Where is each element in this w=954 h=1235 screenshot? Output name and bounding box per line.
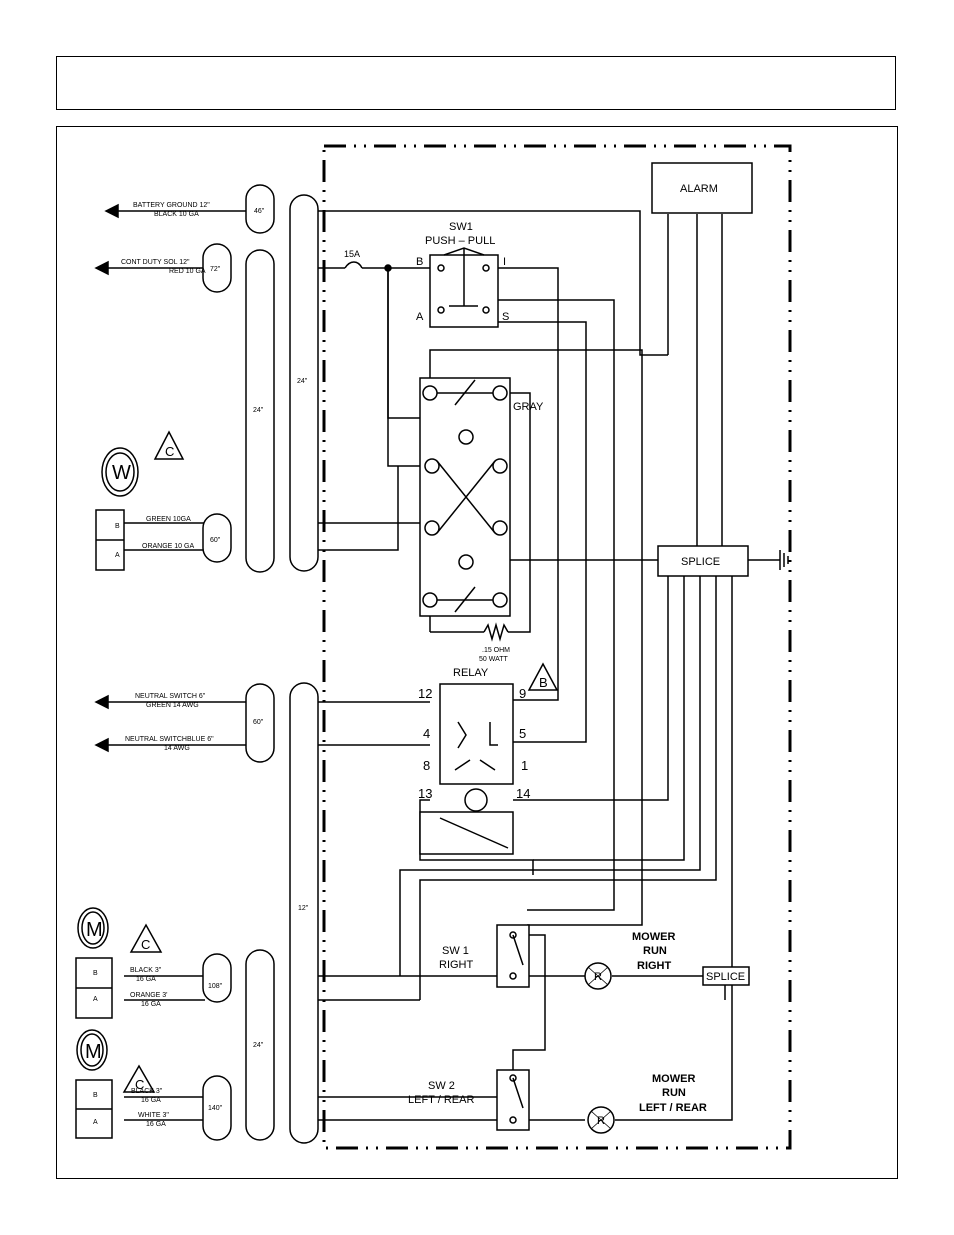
mower1-black-label: BLACK 3" (130, 967, 162, 974)
mower-right-line-3: RIGHT (637, 960, 672, 972)
alarm-label: ALARM (680, 183, 718, 195)
mower2-black-ga: 16 GA (141, 1097, 161, 1104)
resistor-watt: 50 WATT (479, 656, 508, 663)
cont-duty-conn: 72" (210, 266, 221, 273)
relay-label: RELAY (453, 667, 489, 679)
resistor-ohm: .15 OHM (482, 647, 511, 654)
relay-pin-4: 4 (423, 726, 431, 741)
relay-pin-5: 5 (519, 726, 527, 741)
fuse-symbol (345, 262, 362, 268)
mower1-pin-a: A (93, 996, 98, 1003)
note-c-3: C (135, 1077, 145, 1092)
loom-tubes (203, 185, 318, 1143)
sw1-pin-a: A (416, 311, 424, 323)
relay-pin-13: 13 (418, 786, 433, 801)
splice-mower-label: SPLICE (706, 971, 746, 983)
battery-ground-ga: BLACK 10 GA (154, 211, 199, 218)
sw1-pin-i: I (503, 256, 507, 268)
reversing-contactor (420, 378, 510, 616)
sw1-pin-b: B (416, 256, 424, 268)
fuse-label: 15A (344, 249, 361, 259)
mower-right-line-1: MOWER (632, 931, 676, 943)
mower1-m-letter: M (86, 919, 103, 941)
battery-ground-label: BATTERY GROUND 12" (133, 202, 210, 209)
neutral1-label: NEUTRAL SWITCH 6" (135, 693, 206, 700)
sw1-pin-s: S (502, 311, 510, 323)
mower2-white-ga: 16 GA (146, 1121, 166, 1128)
neutral1-ga: GREEN 14 AWG (146, 702, 199, 709)
resistor-symbol (484, 625, 508, 639)
cont-duty-label: CONT DUTY SOL 12" (121, 259, 190, 266)
winch-green-label: GREEN 10GA (146, 516, 191, 523)
relay-pin-12: 12 (418, 686, 433, 701)
sw-right-label-2: RIGHT (439, 959, 474, 971)
mower2-black-label: BLACK 3" (131, 1088, 163, 1095)
gray-label: GRAY (513, 401, 544, 413)
mower-switch-left (497, 1070, 529, 1130)
loom-mower1 (203, 954, 231, 1002)
trunk-long-lower-label: 12" (298, 905, 309, 912)
winch-pin-b: B (115, 523, 120, 530)
mower1-orange-label: ORANGE 3' (130, 992, 168, 999)
winch-orange-label: ORANGE 10 GA (142, 543, 195, 550)
relay-pin-1: 1 (521, 758, 529, 773)
sw1-title: SW1 (449, 221, 473, 233)
neutral2-ga: 14 AWG (164, 745, 190, 752)
mower2-white-label: WHITE 3" (138, 1112, 169, 1119)
mower1-black-ga: 16 GA (136, 976, 156, 983)
cont-duty-ga: RED 10 GA (169, 268, 206, 275)
relay-pin-8: 8 (423, 758, 431, 773)
note-b: B (539, 675, 548, 690)
battery-ground-conn: 46" (254, 208, 265, 215)
winch-conn-label: 60" (210, 537, 221, 544)
note-c-1: C (165, 444, 175, 459)
relay-pin-9: 9 (519, 686, 527, 701)
mower1-pin-b: B (93, 970, 98, 977)
mower1-conn-label: 108" (208, 983, 223, 990)
loom-long-12 (290, 683, 318, 1143)
splice-main-label: SPLICE (681, 556, 721, 568)
winch-pin-a: A (115, 552, 120, 559)
mower2-pin-b: B (93, 1092, 98, 1099)
neutral2-label: NEUTRAL SWITCHBLUE 6" (125, 736, 214, 743)
mower1-orange-ga: 16 GA (141, 1001, 161, 1008)
trunk-long-upper-label: 24" (297, 378, 308, 385)
winch-w-letter: W (112, 462, 131, 484)
neutral-conn-label: 60" (253, 719, 264, 726)
sw-left-label-1: SW 2 (428, 1080, 455, 1092)
mower-switch-right (497, 925, 529, 987)
trunk-lower-label: 24" (253, 1042, 264, 1049)
mower-right-line-2: RUN (643, 945, 667, 957)
mower2-pin-a: A (93, 1119, 98, 1126)
sw1-subtitle: PUSH – PULL (425, 235, 496, 247)
sw1-push-pull (430, 248, 498, 327)
relay-pin-14: 14 (516, 786, 531, 801)
mower-left-line-2: RUN (662, 1087, 686, 1099)
trunk-upper-label: 24" (253, 407, 264, 414)
mower2-conn-label: 140" (208, 1105, 223, 1112)
enclosure-boundary (324, 146, 790, 1148)
sw-left-label-2: LEFT / REAR (408, 1094, 475, 1106)
relay-r-left: R (597, 1115, 605, 1127)
mower-left-line-1: MOWER (652, 1073, 696, 1085)
mower-left-line-3: LEFT / REAR (639, 1102, 707, 1114)
mower2-m-letter: M (85, 1041, 102, 1063)
relay-block (420, 684, 513, 854)
note-c-2: C (141, 937, 151, 952)
sw-right-label-1: SW 1 (442, 945, 469, 957)
relay-r-right: R (594, 971, 602, 983)
